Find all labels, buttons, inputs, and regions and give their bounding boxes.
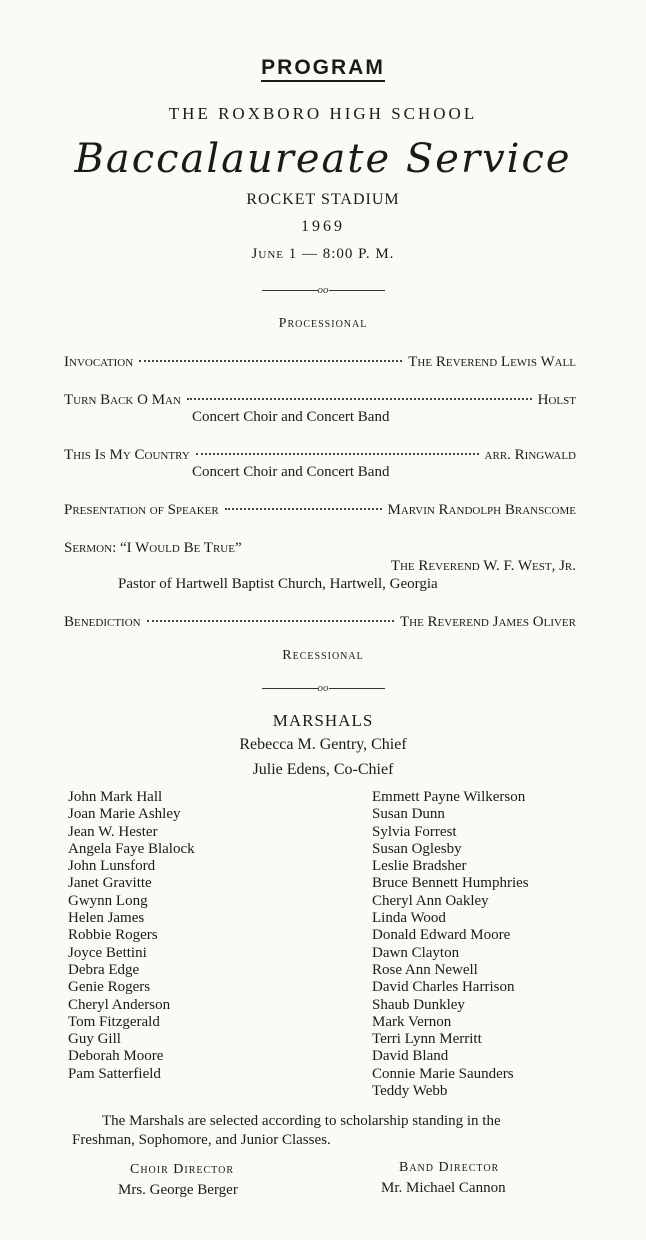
list-item: Tom Fitzgerald bbox=[68, 1013, 160, 1030]
program-performer: The Reverend James Oliver bbox=[399, 614, 576, 630]
list-item: Mark Vernon bbox=[372, 1013, 452, 1030]
divider-ornament: oo bbox=[0, 682, 646, 694]
list-item: John Mark Hall bbox=[68, 789, 163, 805]
list-item: Donald Edward Moore bbox=[372, 927, 511, 944]
list-item: Susan Oglesby bbox=[372, 840, 462, 857]
venue: ROCKET STADIUM bbox=[246, 191, 400, 208]
program-note: Concert Choir and Concert Band bbox=[192, 464, 390, 480]
recessional-label: Recessional bbox=[282, 648, 364, 663]
leader-dots bbox=[225, 508, 382, 510]
marshals-chief: Rebecca M. Gentry, Chief bbox=[239, 736, 407, 753]
program-row-presentation bbox=[64, 502, 576, 519]
program-item: Presentation of Speaker bbox=[64, 502, 219, 518]
program-row-this-is-my-country bbox=[64, 447, 576, 464]
list-item: Teddy Webb bbox=[372, 1083, 448, 1100]
list-item: Linda Wood bbox=[372, 910, 446, 927]
program-performer: Holst bbox=[537, 392, 576, 408]
year: 1969 bbox=[301, 218, 345, 235]
marshals-list-left bbox=[68, 789, 195, 1083]
marshals-note bbox=[72, 1112, 584, 1150]
list-item: Sylvia Forrest bbox=[372, 823, 457, 840]
list-item: Gwynn Long bbox=[68, 892, 148, 909]
list-item: Jean W. Hester bbox=[68, 823, 158, 840]
date-time: June 1 — 8:00 P. M. bbox=[251, 246, 395, 262]
program-heading: PROGRAM bbox=[0, 56, 646, 80]
leader-dots bbox=[139, 360, 402, 362]
divider-ornament: oo bbox=[0, 284, 646, 296]
list-item: Susan Dunn bbox=[372, 806, 445, 823]
list-item: David Charles Harrison bbox=[372, 979, 515, 996]
program-performer: arr. Ringwald bbox=[484, 447, 576, 463]
list-item: Joan Marie Ashley bbox=[68, 806, 181, 823]
program-item: Benediction bbox=[64, 614, 141, 630]
list-item: Emmett Payne Wilkerson bbox=[372, 789, 526, 805]
program-performer: The Reverend Lewis Wall bbox=[408, 354, 576, 370]
program-note-sermon: Pastor of Hartwell Baptist Church, Hartwell, Georgia bbox=[118, 576, 438, 592]
marshals-co-chief: Julie Edens, Co-Chief bbox=[252, 761, 394, 778]
list-item: Cheryl Ann Oakley bbox=[372, 892, 489, 909]
list-item: Bruce Bennett Humphries bbox=[372, 875, 529, 892]
list-item: Janet Gravitte bbox=[68, 875, 152, 892]
processional-label: Processional bbox=[278, 316, 368, 331]
service-title: Baccalaureate Service bbox=[74, 136, 572, 182]
program-item-sermon: Sermon: “I Would Be True” bbox=[64, 540, 242, 556]
list-item: Rose Ann Newell bbox=[372, 961, 478, 978]
leader-dots bbox=[196, 453, 479, 455]
band-director-title: Band Director bbox=[399, 1160, 500, 1175]
list-item: Deborah Moore bbox=[68, 1048, 164, 1065]
program-item: Invocation bbox=[64, 354, 134, 370]
list-item: Cheryl Anderson bbox=[68, 996, 171, 1013]
list-item: Angela Faye Blalock bbox=[68, 840, 195, 857]
program-item: Turn Back O Man bbox=[64, 392, 181, 408]
list-item: Guy Gill bbox=[68, 1031, 121, 1048]
list-item: Leslie Bradsher bbox=[372, 858, 467, 875]
list-item: Joyce Bettini bbox=[68, 944, 147, 961]
list-item: Robbie Rogers bbox=[68, 927, 158, 944]
list-item: Pam Satterfield bbox=[68, 1065, 161, 1082]
program-note: Concert Choir and Concert Band bbox=[192, 409, 390, 425]
choir-director-title: Choir Director bbox=[130, 1162, 234, 1177]
choir-director-name: Mrs. George Berger bbox=[118, 1182, 238, 1198]
list-item: David Bland bbox=[372, 1048, 449, 1065]
list-item: Terri Lynn Merritt bbox=[372, 1031, 482, 1048]
note-line: The Marshals are selected according to scholarship standing in the bbox=[102, 1113, 501, 1129]
list-item: Helen James bbox=[68, 910, 145, 927]
marshals-list-right bbox=[372, 789, 529, 1100]
list-item: Genie Rogers bbox=[68, 979, 151, 996]
list-item: Debra Edge bbox=[68, 961, 140, 978]
program-performer: Marvin Randolph Branscome bbox=[387, 502, 576, 518]
program-performer-sermon: The Reverend W. F. West, Jr. bbox=[390, 558, 576, 574]
list-item: Connie Marie Saunders bbox=[372, 1065, 514, 1082]
list-item: John Lunsford bbox=[68, 858, 156, 875]
band-director-name: Mr. Michael Cannon bbox=[381, 1180, 506, 1196]
list-item: Shaub Dunkley bbox=[372, 996, 465, 1013]
leader-dots bbox=[187, 398, 532, 400]
school-name: THE ROXBORO HIGH SCHOOL bbox=[168, 104, 478, 123]
note-line: Freshman, Sophomore, and Junior Classes. bbox=[72, 1132, 331, 1148]
leader-dots bbox=[147, 620, 394, 622]
list-item: Dawn Clayton bbox=[372, 944, 460, 961]
program-item: This Is My Country bbox=[64, 447, 190, 463]
program-row-invocation bbox=[64, 354, 576, 371]
program-row-turn-back bbox=[64, 392, 576, 409]
program-row-benediction bbox=[64, 614, 576, 631]
marshals-title: MARSHALS bbox=[272, 711, 374, 730]
